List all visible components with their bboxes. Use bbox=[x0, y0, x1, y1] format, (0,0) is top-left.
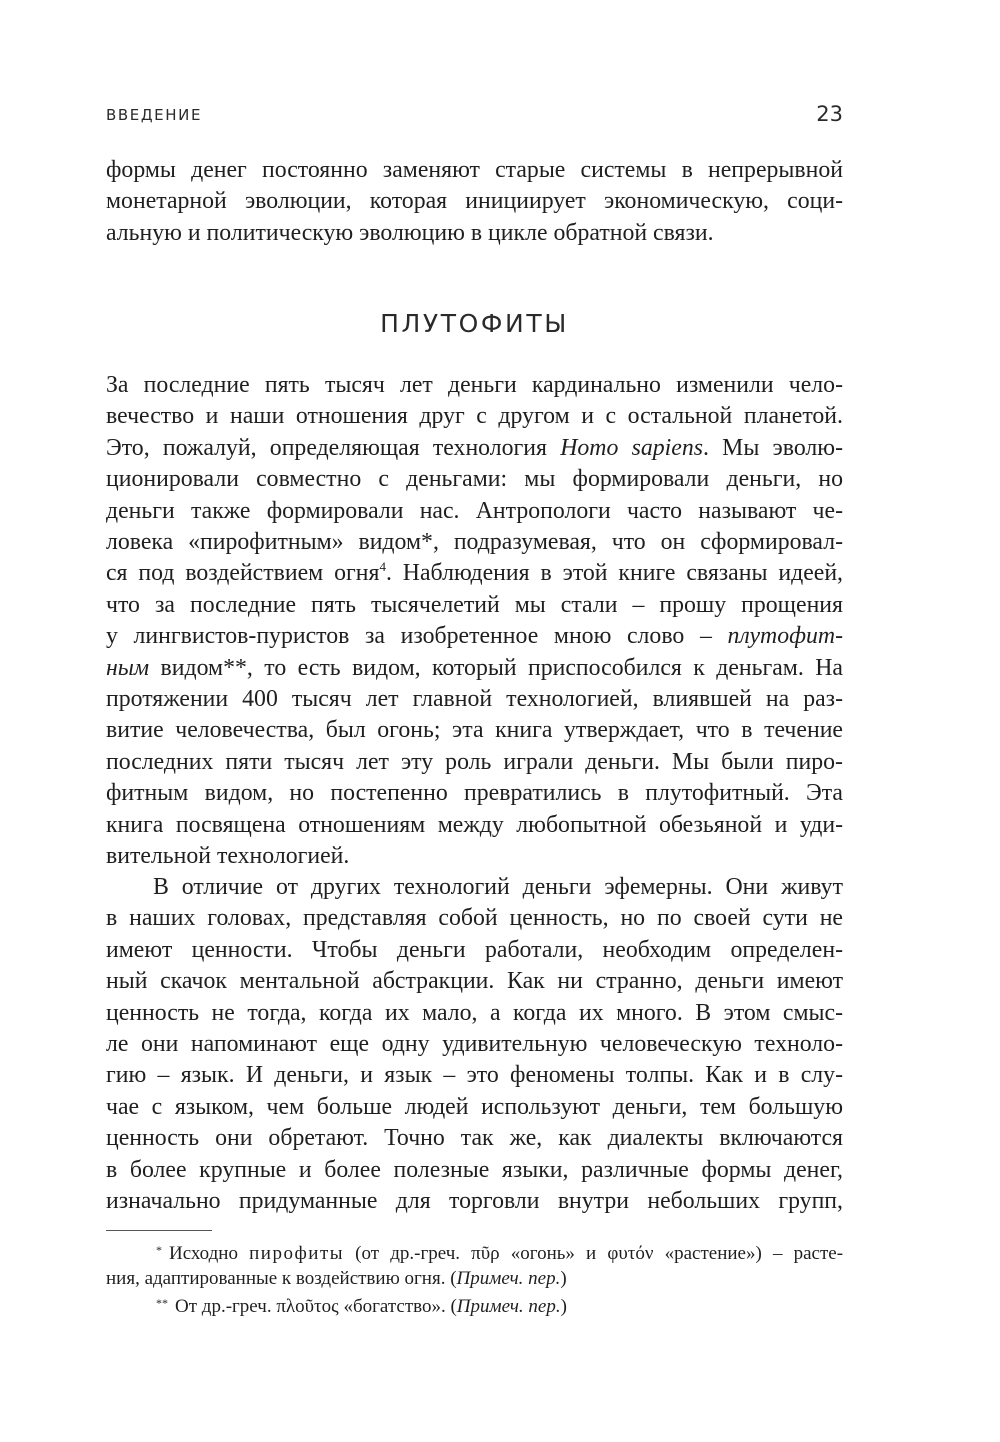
text-run: . Мы эволю- bbox=[703, 434, 843, 461]
text-run: ) bbox=[560, 1296, 567, 1317]
text-line: вечество и наши отношения друг с другом и с остальной планетой. bbox=[106, 403, 843, 430]
italic-term: Homo sapiens bbox=[560, 434, 703, 461]
paragraph-1 bbox=[106, 370, 843, 873]
text-line: формы денег постоянно заменяют старые системы в непрерывной bbox=[106, 157, 843, 183]
text-run: видом**, то есть видом, который приспособился к деньгам. На bbox=[160, 654, 843, 681]
text-line bbox=[106, 558, 843, 589]
text-line: ценность не тогда, когда их мало, а когда их много. В этом смыс- bbox=[106, 999, 843, 1026]
text-line bbox=[106, 653, 843, 684]
continuation-paragraph bbox=[106, 155, 843, 249]
footnote-1-line bbox=[106, 1266, 843, 1291]
text-line: деньги также формировали нас. Антропологи часто называют че- bbox=[106, 497, 843, 524]
text-line: За последние пять тысяч лет деньги кардинально изменили чело- bbox=[106, 372, 843, 398]
text-line: В отличие от других технологий деньги эфемерны. Они живут bbox=[153, 874, 843, 900]
text-line: альную и политическую эволюцию в цикле обратной связи. bbox=[106, 219, 714, 246]
text-line: ценность они обретают. Точно так же, как диалекты включаются bbox=[106, 1125, 843, 1152]
text-line: последних пяти тысяч лет эту роль играли деньги. Мы были пиро- bbox=[106, 748, 843, 775]
text-line: ле они напоминают еще одну удивительную человеческую техноло- bbox=[106, 1031, 843, 1058]
text-line bbox=[106, 621, 843, 652]
text-line: ный скачок ментальной абстракции. Как ни странно, деньги имеют bbox=[106, 968, 843, 995]
text-line: вительной технологией. bbox=[106, 843, 350, 870]
text-line bbox=[106, 433, 843, 464]
text-run: От др.-греч. πλοῦτος «богатство». ( bbox=[175, 1296, 457, 1317]
text-line: чае с языком, чем больше людей используют деньги, тем большую bbox=[106, 1093, 843, 1120]
text-run: Это, пожалуй, определяющая технология bbox=[106, 434, 547, 461]
translator-note: Примеч. пер. bbox=[456, 1296, 561, 1317]
text-run: . Наблюдения в этой книге связаны идеей, bbox=[385, 560, 843, 587]
footnote-term: пирофиты bbox=[249, 1243, 345, 1264]
footnote-marker: * bbox=[156, 1243, 162, 1257]
text-line: витие человечества, был огонь; эта книга утверждает, что в течение bbox=[106, 717, 843, 744]
page-number: 23 bbox=[816, 102, 843, 126]
text-line: монетарной эволюции, которая инициирует экономическую, соци- bbox=[106, 188, 843, 215]
text-run: ния, адаптированные к воздействию огня. ( bbox=[106, 1268, 457, 1289]
text-line: в наших головах, представляя собой ценность, но по своей сути не bbox=[106, 905, 843, 932]
text-run: Исходно bbox=[169, 1243, 238, 1264]
italic-term: плутофит- bbox=[727, 623, 843, 650]
footnote-1-line bbox=[106, 1238, 843, 1266]
text-run: ся под воздействием огня bbox=[106, 560, 380, 587]
text-line: в более крупные и более полезные языки, различные формы денег, bbox=[106, 1156, 843, 1183]
text-line: фитным видом, но постепенно превратились в плутофитный. Эта bbox=[106, 780, 843, 807]
text-run: у лингвистов-пуристов за изобретенное мною слово – bbox=[106, 623, 712, 650]
endnote-marker: 4 bbox=[379, 559, 386, 575]
text-line: имеют ценности. Чтобы деньги работали, необходим определен- bbox=[106, 936, 843, 963]
text-run: (от др.-греч. πῦρ «огонь» и φυτόν «растение») – расте- bbox=[355, 1243, 844, 1264]
footnote-2-line bbox=[106, 1291, 843, 1319]
text-line: что за последние пять тысячелетий мы стали – прошу прощения bbox=[106, 591, 843, 618]
translator-note: Примеч. пер. bbox=[456, 1268, 561, 1289]
text-line: протяжении 400 тысяч лет главной технологией, влиявшей на раз- bbox=[106, 686, 843, 713]
italic-term: ным bbox=[106, 654, 150, 681]
footnotes bbox=[106, 1238, 843, 1319]
text-line: изначально придуманные для торговли внутри небольших групп, bbox=[106, 1188, 843, 1215]
footnote-marker: ** bbox=[156, 1296, 168, 1310]
paragraph-2 bbox=[106, 872, 843, 1217]
footnote-divider bbox=[106, 1230, 212, 1231]
running-head: ВВЕДЕНИЕ bbox=[106, 106, 203, 124]
text-line: гию – язык. И деньги, и язык – это феномены толпы. Как и в слу- bbox=[106, 1062, 843, 1089]
text-run: ) bbox=[560, 1268, 567, 1289]
text-line: ловека «пирофитным» видом*, подразумевая, что он сформировал- bbox=[106, 529, 843, 556]
text-line: ционировали совместно с деньгами: мы формировали деньги, но bbox=[106, 466, 843, 493]
section-title: ПЛУТОФИТЫ bbox=[380, 309, 569, 338]
text-line: книга посвящена отношениям между любопытной обезьяной и уди- bbox=[106, 811, 843, 838]
